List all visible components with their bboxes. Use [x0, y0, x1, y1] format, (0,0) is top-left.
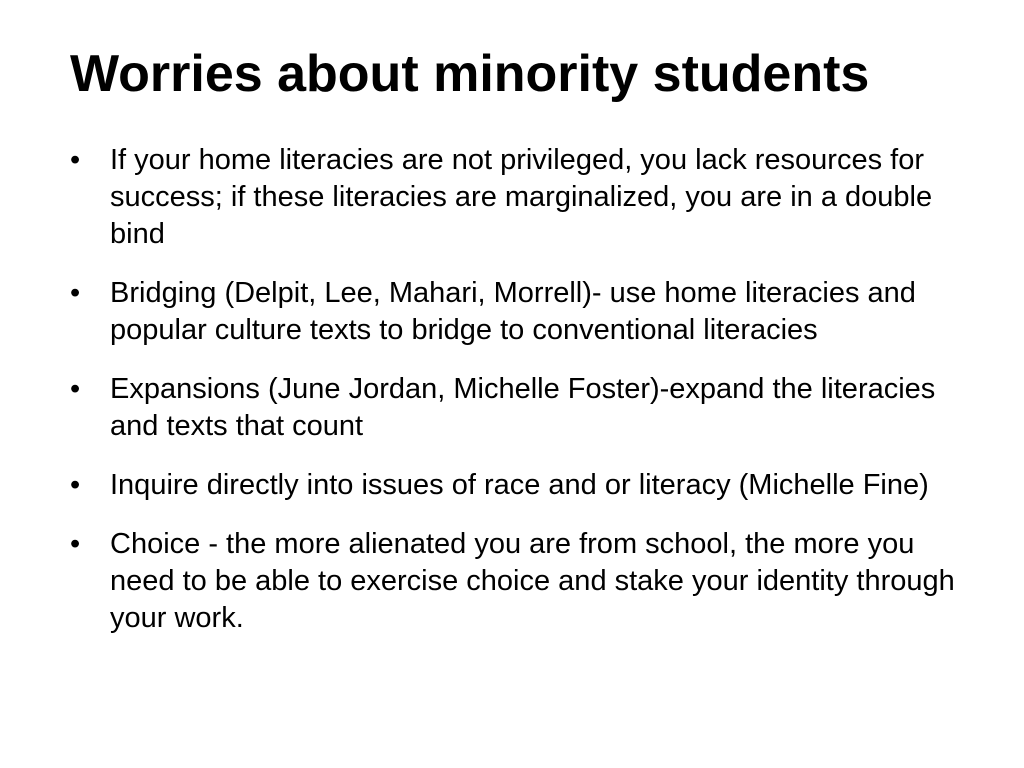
- bullet-icon: •: [70, 144, 81, 176]
- bullet-item: [70, 142, 960, 253]
- bullet-item: [70, 467, 960, 504]
- bullet-item: [70, 275, 960, 349]
- bullet-text: Bridging (Delpit, Lee, Mahari, Morrell)- use home literacies and popular culture texts to bridge to conventional literacies: [110, 277, 916, 346]
- bullet-list: [70, 142, 960, 659]
- bullet-icon: •: [70, 373, 81, 405]
- bullet-icon: •: [70, 277, 81, 309]
- bullet-text: If your home literacies are not privileged, you lack resources for success; if these literacies are marginalized, you are in a double bind: [110, 144, 933, 250]
- slide-title: Worries about minority students: [70, 45, 870, 103]
- bullet-text: Inquire directly into issues of race and or literacy (Michelle Fine): [110, 469, 929, 501]
- bullet-item: [70, 371, 960, 445]
- bullet-item: [70, 526, 960, 637]
- bullet-text: Expansions (June Jordan, Michelle Foster)-expand the literacies and texts that count: [110, 373, 936, 442]
- bullet-icon: •: [70, 528, 81, 560]
- bullet-icon: •: [70, 469, 81, 501]
- bullet-text: Choice - the more alienated you are from school, the more you need to be able to exercise choice and stake your identity through your work.: [110, 528, 955, 634]
